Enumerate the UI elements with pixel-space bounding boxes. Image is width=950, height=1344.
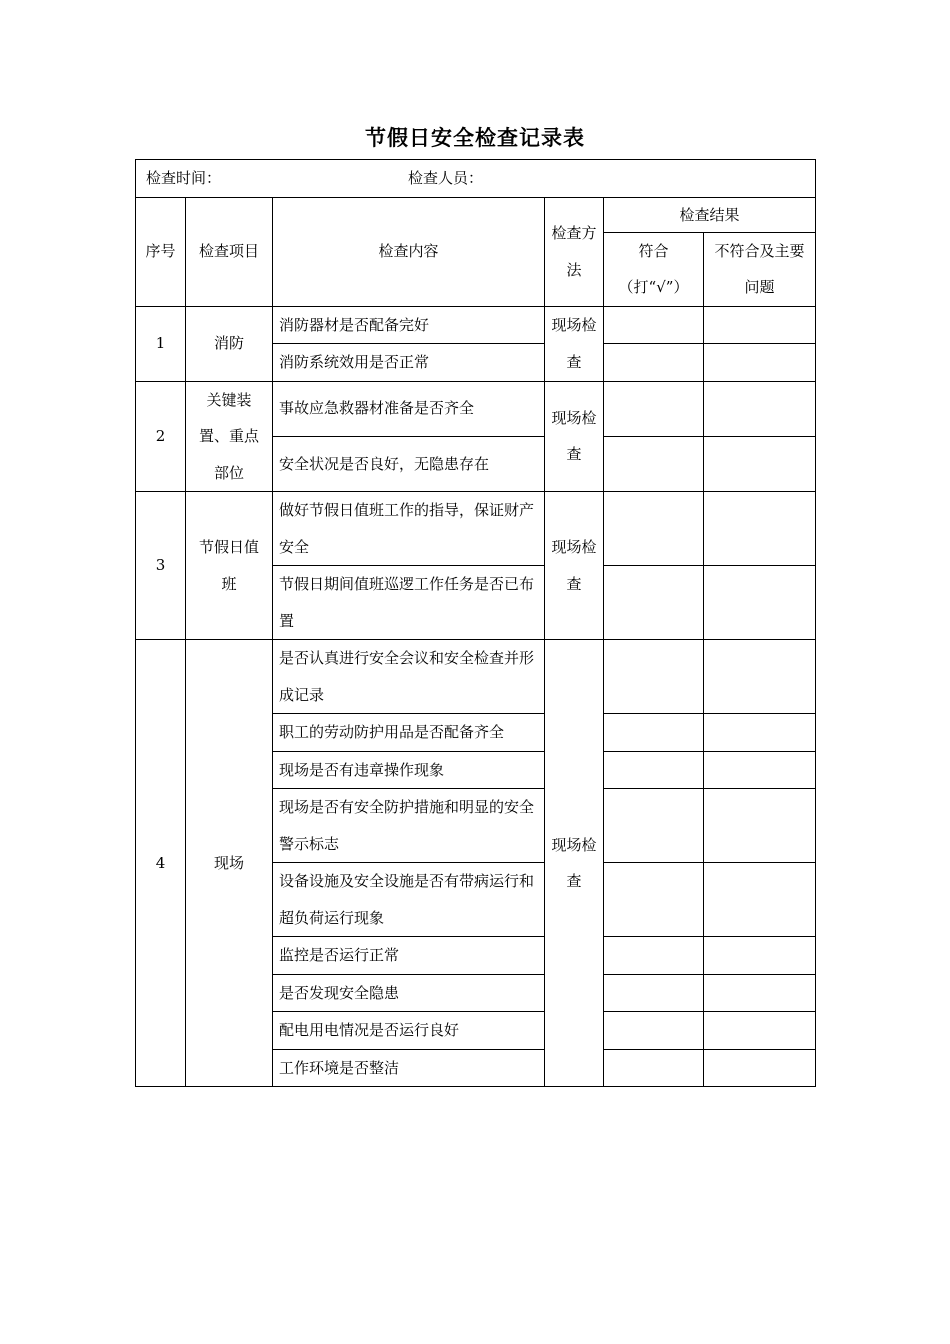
content-cell: 事故应急救器材准备是否齐全 [273,381,545,436]
conform-cell [604,789,704,863]
method-cell: 现场检查 [545,640,604,1087]
seq-cell: 3 [136,492,186,640]
content-cell: 设备设施及安全设施是否有带病运行和超负荷运行现象 [273,863,545,937]
conform-cell [604,344,704,382]
conform-cell [604,751,704,789]
inspector-label: 检查人员： [408,169,484,187]
inspection-time-label: 检查时间： [146,169,222,187]
content-cell: 是否发现安全隐患 [273,974,545,1012]
meta-cell [136,160,816,198]
nonconform-cell [704,937,816,975]
nonconform-cell [704,492,816,566]
seq-cell: 4 [136,640,186,1087]
content-cell: 现场是否有违章操作现象 [273,751,545,789]
nonconform-cell [704,436,816,491]
conform-cell [604,381,704,436]
inspection-table [135,159,816,1087]
conform-cell [604,306,704,344]
conform-cell [604,436,704,491]
header-seq: 序号 [136,197,186,306]
nonconform-cell [704,344,816,382]
table-row [136,640,816,714]
table-row [136,381,816,436]
content-cell: 是否认真进行安全会议和安全检查并形成记录 [273,640,545,714]
header-conform: 符合（打“√”） [604,232,704,306]
page-title: 节假日安全检查记录表 [365,125,585,150]
conform-cell [604,937,704,975]
content-cell: 职工的劳动防护用品是否配备齐全 [273,714,545,752]
item-cell: 现场 [186,640,273,1087]
conform-cell [604,566,704,640]
nonconform-cell [704,566,816,640]
nonconform-cell [704,640,816,714]
header-content: 检查内容 [273,197,545,306]
item-cell: 消防 [186,306,273,381]
nonconform-cell [704,751,816,789]
conform-cell [604,863,704,937]
nonconform-cell [704,863,816,937]
nonconform-cell [704,306,816,344]
method-cell: 现场检查 [545,381,604,492]
conform-cell [604,492,704,566]
content-cell: 消防系统效用是否正常 [273,344,545,382]
content-cell: 消防器材是否配备完好 [273,306,545,344]
content-cell: 做好节假日值班工作的指导，保证财产安全 [273,492,545,566]
header-item: 检查项目 [186,197,273,306]
header-row [136,197,816,232]
content-cell: 节假日期间值班巡逻工作任务是否已布置 [273,566,545,640]
content-cell: 现场是否有安全防护措施和明显的安全警示标志 [273,789,545,863]
nonconform-cell [704,789,816,863]
nonconform-cell [704,974,816,1012]
nonconform-cell [704,1049,816,1087]
table-row [136,492,816,566]
table-row [136,306,816,344]
conform-cell [604,974,704,1012]
conform-cell [604,1049,704,1087]
content-cell: 安全状况是否良好，无隐患存在 [273,436,545,491]
content-cell: 配电用电情况是否运行良好 [273,1012,545,1050]
nonconform-cell [704,714,816,752]
item-cell: 节假日值班 [186,492,273,640]
header-method: 检查方法 [545,197,604,306]
seq-cell: 1 [136,306,186,381]
item-cell: 关键装置、重点部位 [186,381,273,492]
nonconform-cell [704,381,816,436]
header-nonconform: 不符合及主要问题 [704,232,816,306]
meta-row [136,160,816,198]
content-cell: 监控是否运行正常 [273,937,545,975]
conform-cell [604,640,704,714]
conform-cell [604,714,704,752]
header-result: 检查结果 [604,197,816,232]
content-cell: 工作环境是否整洁 [273,1049,545,1087]
method-cell: 现场检查 [545,492,604,640]
method-cell: 现场检查 [545,306,604,381]
conform-cell [604,1012,704,1050]
seq-cell: 2 [136,381,186,492]
nonconform-cell [704,1012,816,1050]
